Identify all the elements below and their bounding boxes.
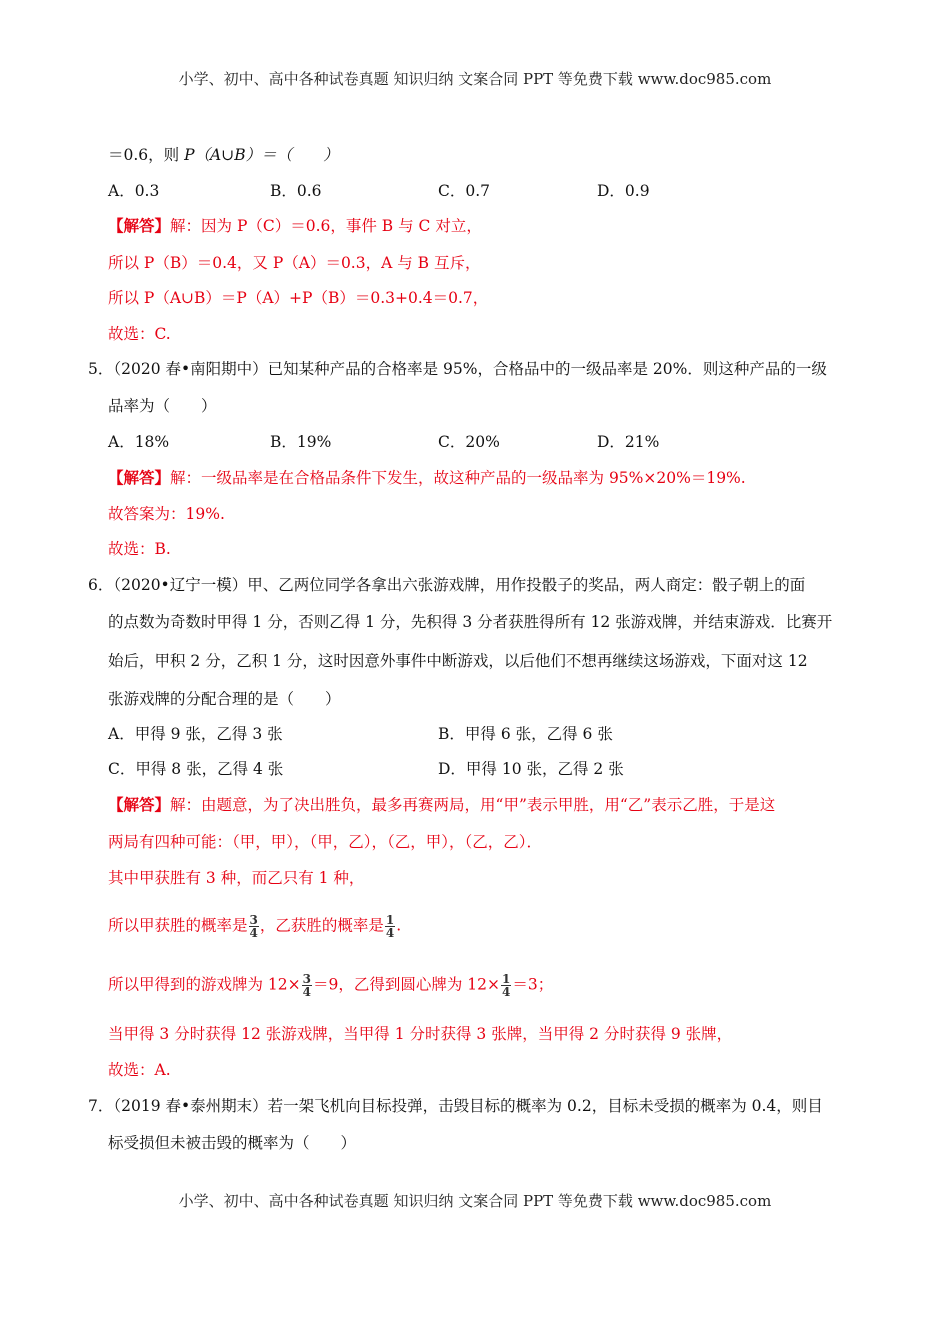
q5-stem-line-1: 5．（2020 春•南阳期中）已知某种产品的合格率是 95%，合格品中的一级品率是 20%．则这种产品的一级 [88, 360, 827, 378]
fraction-one-quarter [385, 914, 395, 939]
answer-tag: 【解答】 [108, 795, 171, 814]
q6-prob-text-c: . [396, 916, 402, 935]
q4-answer-line-1 [108, 215, 482, 237]
q5-answer-line-3: 故选：B. [108, 540, 171, 558]
q5-stem-line-2: 品率为（ ） [108, 397, 217, 415]
q6-stem-line-3: 始后，甲积 2 分，乙积 1 分，这时因意外事件中断游戏，以后他们不想再继续这场游戏，下面对这 12 [108, 652, 808, 670]
fraction-three-quarters [302, 973, 312, 998]
q6-answer-line-6: 当甲得 3 分时获得 12 张游戏牌，当甲得 1 分时获得 3 张牌，当甲得 2 分时获得 9 张牌， [108, 1025, 733, 1043]
answer-tag: 【解答】 [108, 468, 171, 487]
fraction-denominator: 4 [502, 985, 511, 999]
q6-stem-line-2: 的点数为奇数时甲得 1 分，否则乙得 1 分，先积得 3 分者获胜得所有 12 张游戏牌，并结束游戏．比赛开 [108, 613, 833, 631]
q6-cards-text-c: ＝3； [512, 975, 554, 994]
q5-option-c: C．20% [438, 433, 500, 451]
q6-prob-text-b: ，乙获胜的概率是 [259, 916, 384, 935]
q5-option-d: D．21% [597, 433, 660, 451]
q4-answer-text-1: 解：因为 P（C）＝0.6，事件 B 与 C 对立， [170, 217, 482, 235]
q5-option-b: B．19% [270, 433, 332, 451]
q7-stem-line-1: 7．（2019 春•泰州期末）若一架飞机向目标投弹，击毁目标的概率为 0.2，目标未受损的概率为 0.4，则目 [88, 1097, 823, 1115]
q6-prob-text-a: 所以甲获胜的概率是 [108, 916, 248, 935]
answer-tag: 【解答】 [108, 216, 171, 235]
fraction-numerator: 3 [302, 972, 311, 986]
q5-answer-line-2: 故答案为：19%. [108, 505, 225, 523]
page-header: 小学、初中、高中各种试卷真题 知识归纳 文案合同 PPT 等免费下载 www.doc985.com [178, 70, 772, 88]
q6-cards-line [108, 973, 553, 998]
fraction-one-quarter [501, 973, 511, 998]
q4-option-d: D．0.9 [597, 182, 650, 200]
q5-answer-text-1: 解：一级品率是在合格品条件下发生，故这种产品的一级品率为 95%×20%＝19%. [170, 469, 746, 487]
page-footer: 小学、初中、高中各种试卷真题 知识归纳 文案合同 PPT 等免费下载 www.doc985.com [178, 1192, 772, 1210]
q4-answer-line-3: 所以 P（A∪B）＝P（A）+P（B）＝0.3+0.4＝0.7， [108, 289, 489, 307]
q6-option-b: B．甲得 6 张，乙得 6 张 [438, 725, 613, 743]
fraction-numerator: 1 [502, 972, 511, 986]
q6-option-c: C．甲得 8 张，乙得 4 张 [108, 760, 284, 778]
fraction-three-quarters [249, 914, 259, 939]
q6-stem-line-4: 张游戏牌的分配合理的是（ ） [108, 690, 341, 708]
q4-stem-tail [108, 144, 339, 166]
fraction-numerator: 1 [385, 913, 395, 927]
q6-answer-line-7: 故选：A. [108, 1061, 171, 1079]
fraction-denominator: 4 [385, 926, 395, 940]
q4-option-c: C．0.7 [438, 182, 491, 200]
q6-option-a: A．甲得 9 张，乙得 3 张 [108, 725, 283, 743]
q4-answer-line-4: 故选：C. [108, 325, 171, 343]
q5-option-a: A．18% [108, 433, 170, 451]
q7-stem-line-2: 标受损但未被击毁的概率为（ ） [108, 1134, 357, 1152]
q6-option-d: D．甲得 10 张，乙得 2 张 [438, 760, 624, 778]
q6-answer-line-1 [108, 794, 775, 816]
q6-stem-line-1: 6．（2020•辽宁一模）甲、乙两位同学各拿出六张游戏牌，用作投骰子的奖品，两人商定：骰子朝上的面 [88, 576, 806, 594]
q6-cards-text-a: 所以甲得到的游戏牌为 12× [108, 975, 301, 994]
q6-answer-text-1: 解：由题意，为了决出胜负，最多再赛两局，用“甲”表示甲胜，用“乙”表示乙胜，于是这 [170, 796, 776, 814]
fraction-numerator: 3 [249, 913, 258, 927]
q6-answer-line-3: 其中甲获胜有 3 种，而乙只有 1 种， [108, 869, 365, 887]
q6-probability-line [108, 914, 401, 939]
q4-option-b: B．0.6 [270, 182, 322, 200]
q5-answer-line-1 [108, 467, 746, 489]
q4-tail-prefix: ＝0.6，则 [108, 146, 185, 164]
fraction-denominator: 4 [249, 926, 258, 940]
fraction-denominator: 4 [302, 985, 311, 999]
q4-option-a: A．0.3 [108, 182, 160, 200]
q6-cards-text-b: ＝9，乙得到圆心牌为 12× [313, 975, 500, 994]
q4-tail-expr: P（A∪B）＝（ ） [184, 146, 339, 164]
q6-answer-line-2: 两局有四种可能：（甲，甲），（甲，乙），（乙，甲），（乙，乙）． [108, 833, 543, 851]
q4-answer-line-2: 所以 P（B）＝0.4，又 P（A）＝0.3，A 与 B 互斥， [108, 254, 481, 272]
